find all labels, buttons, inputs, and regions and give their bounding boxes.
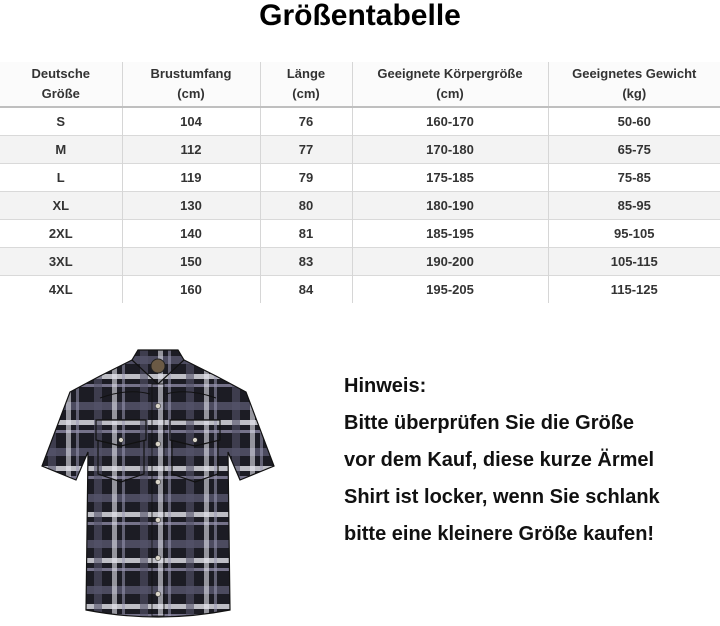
cell-height: 160-170 xyxy=(352,107,548,136)
cell-height: 175-185 xyxy=(352,164,548,192)
cell-length: 80 xyxy=(260,192,352,220)
cell-weight: 75-85 xyxy=(548,164,720,192)
cell-length: 76 xyxy=(260,107,352,136)
cell-size: XL xyxy=(0,192,122,220)
cell-chest: 104 xyxy=(122,107,260,136)
cell-size: M xyxy=(0,136,122,164)
cell-size: 4XL xyxy=(0,276,122,304)
cell-length: 79 xyxy=(260,164,352,192)
note-line: vor dem Kauf, diese kurze Ärmel xyxy=(344,449,655,471)
header-size: Deutsche Größe xyxy=(0,62,122,107)
cell-chest: 112 xyxy=(122,136,260,164)
cell-chest: 150 xyxy=(122,248,260,276)
cell-weight: 50-60 xyxy=(548,107,720,136)
cell-weight: 115-125 xyxy=(548,276,720,304)
table-row xyxy=(0,136,720,164)
cell-height: 185-195 xyxy=(352,220,548,248)
table-row xyxy=(0,192,720,220)
note-line: Shirt ist locker, wenn Sie schlank xyxy=(344,486,660,508)
cell-height: 170-180 xyxy=(352,136,548,164)
page-title: Größentabelle xyxy=(259,0,461,32)
cell-weight: 105-115 xyxy=(548,248,720,276)
cell-length: 84 xyxy=(260,276,352,304)
cell-size: 2XL xyxy=(0,220,122,248)
cell-weight: 85-95 xyxy=(548,192,720,220)
cell-size: L xyxy=(0,164,122,192)
cell-height: 195-205 xyxy=(352,276,548,304)
table-header-row xyxy=(0,62,720,107)
cell-weight: 65-75 xyxy=(548,136,720,164)
cell-chest: 140 xyxy=(122,220,260,248)
table-row xyxy=(0,164,720,192)
cell-length: 83 xyxy=(260,248,352,276)
cell-chest: 119 xyxy=(122,164,260,192)
header-length: Länge (cm) xyxy=(260,62,352,107)
cell-height: 190-200 xyxy=(352,248,548,276)
cell-size: S xyxy=(0,107,122,136)
header-chest: Brustumfang (cm) xyxy=(122,62,260,107)
cell-chest: 130 xyxy=(122,192,260,220)
note-line: Bitte überprüfen Sie die Größe xyxy=(344,412,635,434)
header-height: Geeignete Körpergröße (cm) xyxy=(352,62,548,107)
table-row xyxy=(0,220,720,248)
cell-size: 3XL xyxy=(0,248,122,276)
cell-length: 81 xyxy=(260,220,352,248)
size-hint-note xyxy=(344,372,714,557)
note-line: bitte eine kleinere Größe kaufen! xyxy=(344,523,655,545)
size-chart-table xyxy=(0,62,720,303)
header-weight: Geeignetes Gewicht (kg) xyxy=(548,62,720,107)
cell-chest: 160 xyxy=(122,276,260,304)
table-row xyxy=(0,276,720,304)
cell-height: 180-190 xyxy=(352,192,548,220)
plaid-shirt-image xyxy=(40,348,276,624)
table-row xyxy=(0,248,720,276)
table-row xyxy=(0,107,720,136)
note-heading: Hinweis: xyxy=(344,375,427,397)
cell-weight: 95-105 xyxy=(548,220,720,248)
cell-length: 77 xyxy=(260,136,352,164)
